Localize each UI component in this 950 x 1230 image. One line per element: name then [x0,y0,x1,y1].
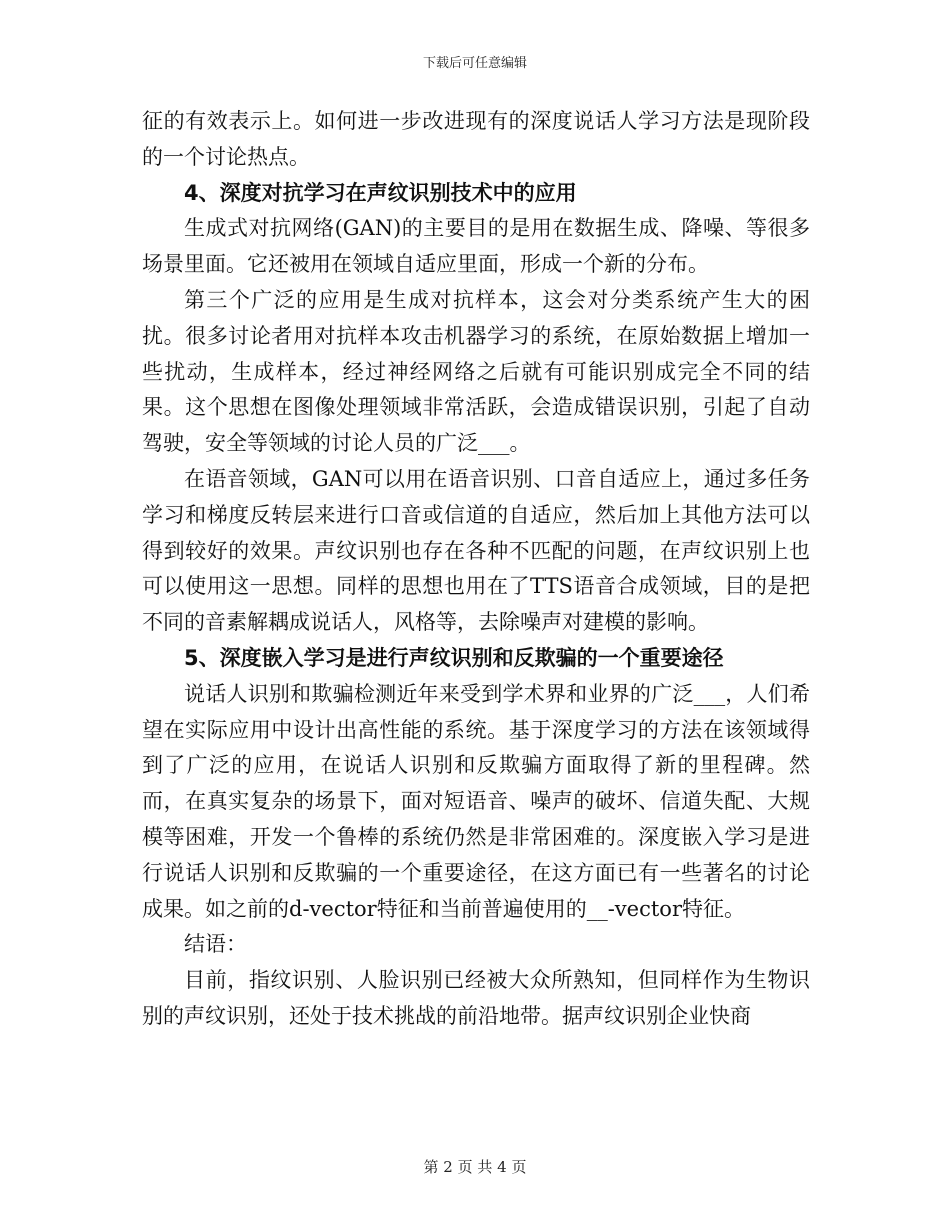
paragraph-adversarial-samples: 第三个广泛的应用是生成对抗样本，这会对分类系统产生大的困扰。很多讨论者用对抗样本攻击机器学习的系统，在原始数据上增加一些扰动，生成样本，经过神经网络之后就有可能识别成完全不同的结果。这个思想在图像处理领域非常活跃，会造成错误识别，引起了自动驾驶，安全等领域的讨论人员的广泛___。 [142,287,810,456]
paragraph-deep-embedding: 说话人识别和欺骗检测近年来受到学术界和业界的广泛___，人们希望在实际应用中设计出高性能的系统。基于深度学习的方法在该领域得到了广泛的应用，在说话人识别和反欺骗方面取得了新的里程碑。然而，在真实复杂的场景下，面对短语音、噪声的破坏、信道失配、大规模等困难，开发一个鲁棒的系统仍然是非常困难的。深度嵌入学习是进行说话人识别和反欺骗的一个重要途径，在这方面已有一些著名的讨论成果。如之前的d-vector特征和当前普遍使用的__-vector特征。 [142,681,810,921]
paragraph-conclusion: 目前，指纹识别、人脸识别已经被大众所熟知，但同样作为生物识别的声纹识别，还处于技术挑战的前沿地带。据声纹识别企业快商 [142,968,810,1028]
section-heading-4: 4、深度对抗学习在声纹识别技术中的应用 [184,180,577,205]
paragraph-speech-domain: 在语音领域，GAN可以用在语音识别、口音自适应上，通过多任务学习和梯度反转层来进行口音或信道的自适应，然后加上其他方法可以得到较好的效果。声纹识别也存在各种不匹配的问题，在声纹识别上也可以使用这一思想。同样的思想也用在了TTS语音合成领域，目的是把不同的音素解耦成说话人，风格等，去除噪声对建模的影响。 [142,466,810,635]
paragraph-gan-intro: 生成式对抗网络(GAN)的主要目的是用在数据生成、降噪、等很多场景里面。它还被用在领域自适应里面，形成一个新的分布。 [142,216,810,277]
paragraph-conclusion-label: 结语： [184,932,247,957]
document-body [142,104,810,1035]
page-footer: 第 2 页 共 4 页 [423,1158,527,1176]
page-header: 下载后可任意编辑 [422,56,527,71]
section-heading-5: 5、深度嵌入学习是进行声纹识别和反欺骗的一个重要途径 [184,645,724,670]
paragraph-continuation: 征的有效表示上。如何进一步改进现有的深度说话人学习方法是现阶段的一个讨论热点。 [142,109,810,169]
